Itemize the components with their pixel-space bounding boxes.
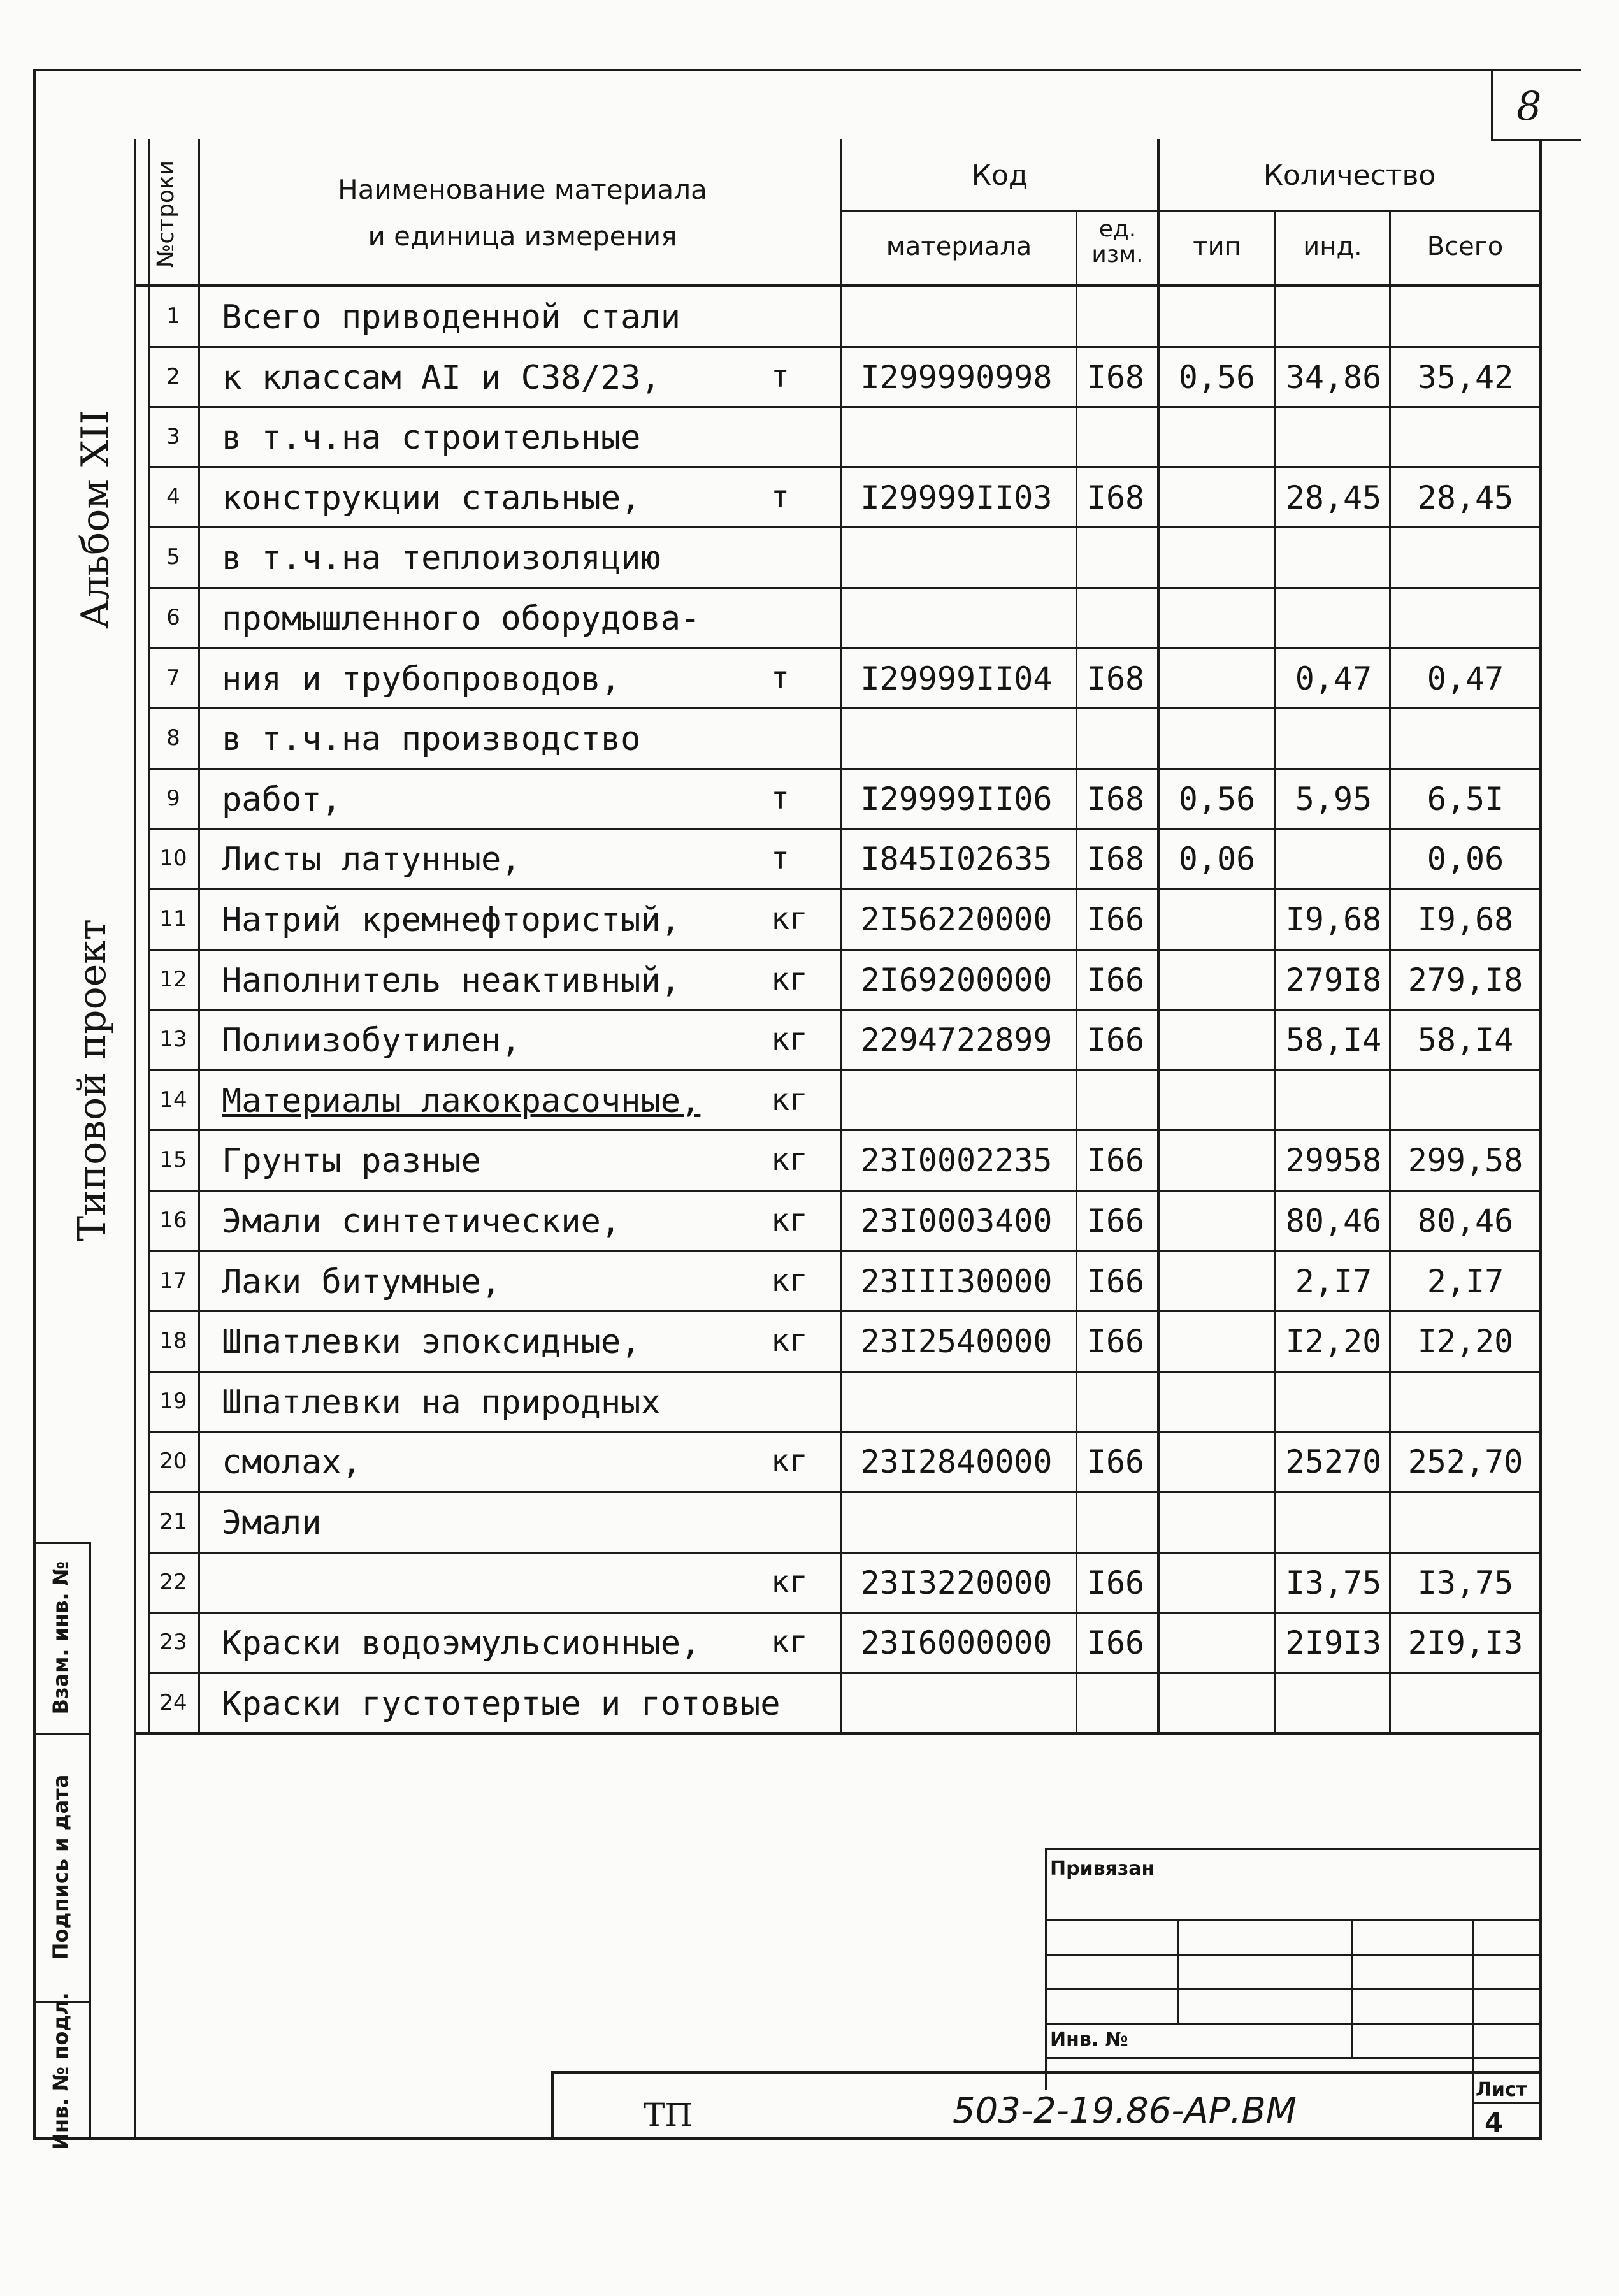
row-unit: кг [771,1263,808,1299]
row-unit: т [771,841,789,876]
row-unit-code: I66 [1086,1263,1145,1300]
row-unit: т [771,660,789,696]
album-label: Альбом XII [73,409,118,630]
frame-bottom [33,2137,1542,2140]
row-name: Листы латунные, [222,841,521,879]
row-number: 8 [166,725,180,751]
header-code-material: материала [886,232,1032,261]
row-qty-total: 299,58 [1407,1142,1523,1179]
row-number: 13 [159,1027,187,1052]
row-number: 2 [166,364,180,389]
row-number: 4 [166,484,180,510]
row-qty-total: 0,47 [1427,660,1504,697]
row-qty-ind: 28,45 [1285,479,1382,516]
row-name: конструкции стальные, [222,479,641,517]
row-code: I845I02635 [860,841,1053,877]
row-qty-ind: 80,46 [1285,1202,1382,1239]
row-divider [148,1612,1541,1614]
row-unit-code: I66 [1086,1142,1145,1179]
row-qty-ind: 29958 [1285,1142,1382,1179]
row-divider [148,1672,1541,1674]
row-qty-total: I9,68 [1417,901,1514,938]
row-qty-total: 6,5I [1427,781,1504,818]
row-code: I299990998 [860,359,1053,396]
row-unit: кг [771,1022,808,1057]
stamp-replace-inv: Взам. инв. № [48,1561,73,1715]
row-divider [148,768,1541,770]
row-name: Эмали [222,1504,322,1542]
row-name: в т.ч.на теплоизоляцию [222,539,661,577]
row-name: Краски густотертые и готовые [222,1685,781,1723]
row-qty-total: I3,75 [1417,1564,1514,1601]
row-name: ния и трубопроводов, [222,660,621,698]
row-name: Полиизобутилен, [222,1022,521,1060]
row-number: 16 [159,1208,187,1233]
row-name: Эмали синтетические, [222,1202,621,1241]
row-unit-code: I66 [1086,1022,1145,1058]
header-qty-total: Всего [1427,232,1504,261]
row-name: Шпатлевки на природных [222,1383,661,1422]
row-divider [148,828,1541,830]
row-unit-code: I66 [1086,901,1145,938]
row-number: 5 [166,544,180,570]
row-qty-total: 2I9,I3 [1407,1624,1523,1661]
header-code-unit: ед. изм. [1091,216,1144,268]
row-unit-code: I68 [1086,660,1145,697]
row-unit: кг [771,1443,808,1479]
row-divider [148,647,1541,649]
row-name: в т.ч.на строительные [222,419,641,457]
header-row-no: №строки [153,160,179,268]
row-divider [148,1069,1541,1071]
row-divider [148,949,1541,951]
header-name-2: и единица измерения [368,220,677,252]
row-number: 23 [159,1629,187,1655]
row-unit: кг [771,1323,808,1359]
row-unit: кг [771,901,808,937]
row-qty-ind: 34,86 [1285,359,1382,396]
row-qty-ind: 58,I4 [1285,1022,1382,1058]
row-qty-ind: 2,I7 [1295,1263,1372,1300]
row-number: 15 [159,1147,187,1173]
row-divider [148,1491,1541,1493]
sheet-number: 4 [1485,2107,1504,2138]
row-code: 2I69200000 [860,962,1053,999]
row-qty-ind: 2I9I3 [1285,1624,1382,1661]
row-name: смолах, [222,1443,362,1482]
document-code: 503-2-19.86-АР.ВМ [953,2090,1297,2132]
row-name: Наполнитель неактивный, [222,962,681,1000]
row-code: 23I6000000 [860,1624,1053,1661]
row-qty-total: 80,46 [1417,1202,1514,1239]
row-unit-code: I66 [1086,1564,1145,1601]
row-code: 2I56220000 [860,901,1053,938]
row-code: I29999II03 [860,479,1053,516]
row-qty-total: 252,70 [1407,1443,1523,1480]
row-divider [148,1250,1541,1252]
row-number: 6 [166,605,180,630]
row-number: 17 [159,1268,187,1294]
row-divider [148,1431,1541,1433]
row-unit: кг [771,1142,808,1178]
row-divider [148,1129,1541,1131]
row-divider [148,346,1541,348]
row-unit: т [771,781,789,816]
row-code: I29999II06 [860,781,1053,818]
row-divider [148,406,1541,408]
row-code: 23I0002235 [860,1142,1053,1179]
row-unit-code: I68 [1086,479,1145,516]
row-qty-ind: I3,75 [1285,1564,1382,1601]
bound-label: Привязан [1050,1858,1155,1880]
row-divider [148,1310,1541,1312]
row-code: 23I3220000 [860,1564,1053,1601]
row-qty-total: 28,45 [1417,479,1514,516]
row-qty-ind: 0,47 [1295,660,1372,697]
row-qty-total: 58,I4 [1417,1022,1514,1058]
tp-label: ТП [644,2097,693,2134]
row-qty-ind: 279I8 [1285,962,1382,999]
stamp-signature-date: Подпись и дата [48,1774,73,1960]
row-name: к классам АI и С38/23, [222,359,661,397]
row-name: Краски водоэмульсионные, [222,1624,701,1663]
row-number: 24 [159,1690,187,1715]
row-code: I29999II04 [860,660,1053,697]
header-qty-ind: инд. [1303,232,1362,261]
sheet-label: Лист [1476,2079,1528,2101]
row-number: 20 [159,1448,187,1474]
stamp-div-1 [33,1733,90,1735]
row-qty-type: 0,56 [1178,781,1256,818]
header-qty-type: тип [1193,232,1241,261]
header-code: Код [971,159,1028,192]
row-unit: кг [771,962,808,997]
row-divider [148,707,1541,709]
row-unit-code: I68 [1086,359,1145,396]
header-name: Наименование материала [338,174,707,205]
row-unit: кг [771,1564,808,1600]
row-qty-type: 0,06 [1178,841,1256,877]
row-unit: т [771,479,789,515]
row-qty-total: 279,I8 [1407,962,1523,999]
row-number: 21 [159,1509,187,1534]
header-quantity: Количество [1263,159,1436,192]
row-number: 9 [166,786,180,811]
row-code: 23I2540000 [860,1323,1053,1360]
row-divider [148,888,1541,890]
row-number: 14 [159,1087,187,1113]
row-name: Шпатлевки эпоксидные, [222,1323,641,1361]
row-code: 23I0003400 [860,1202,1053,1239]
row-name: Натрий кремнефтористый, [222,901,681,939]
row-qty-ind: I2,20 [1285,1323,1382,1360]
row-qty-ind: 5,95 [1295,781,1372,818]
row-divider [148,1009,1541,1011]
row-unit: кг [771,1202,808,1238]
row-code: 23I2840000 [860,1443,1053,1480]
row-qty-total: 35,42 [1417,359,1514,396]
row-number: 11 [159,906,187,932]
row-unit-code: I66 [1086,1323,1145,1360]
row-qty-total: I2,20 [1417,1323,1514,1360]
row-number: 19 [159,1389,187,1414]
row-divider [148,1552,1541,1554]
row-qty-total: 2,I7 [1427,1263,1504,1300]
row-unit: кг [771,1082,808,1118]
row-name: Всего приводенной стали [222,298,681,336]
row-unit: т [771,359,789,394]
row-unit-code: I66 [1086,962,1145,999]
row-number: 7 [166,665,180,691]
row-number: 10 [159,846,187,871]
row-number: 12 [159,967,187,992]
row-divider [148,1371,1541,1373]
row-number: 3 [166,424,180,449]
project-label: Типовой проект [70,919,115,1241]
row-unit-code: I66 [1086,1202,1145,1239]
row-code: 23III30000 [860,1263,1053,1300]
row-divider [148,526,1541,528]
row-qty-total: 0,06 [1427,841,1504,877]
row-name: Лаки битумные, [222,1263,501,1301]
row-name: работ, [222,781,342,819]
row-unit: кг [771,1624,808,1660]
row-qty-ind: 25270 [1285,1443,1382,1480]
row-name: промышленного оборудова- [222,600,701,638]
row-unit-code: I66 [1086,1443,1145,1480]
inv-label: Инв. № [1050,2028,1128,2051]
row-number: 1 [166,303,180,329]
row-code: 2294722899 [860,1022,1053,1058]
row-divider [148,466,1541,468]
row-unit-code: I68 [1086,841,1145,877]
row-qty-ind: I9,68 [1285,901,1382,938]
row-number: 22 [159,1570,187,1595]
row-qty-type: 0,56 [1178,359,1256,396]
row-divider [148,587,1541,589]
row-unit-code: I66 [1086,1624,1145,1661]
row-divider [148,1190,1541,1192]
row-name: Грунты разные [222,1142,481,1180]
stamp-inv-original: Инв. № подл. [48,1992,73,2150]
row-unit-code: I68 [1086,781,1145,818]
row-name: в т.ч.на производство [222,720,641,758]
row-number: 18 [159,1328,187,1354]
row-name: Материалы лакокрасочные, [222,1082,701,1120]
page-number: 8 [1516,83,1542,129]
